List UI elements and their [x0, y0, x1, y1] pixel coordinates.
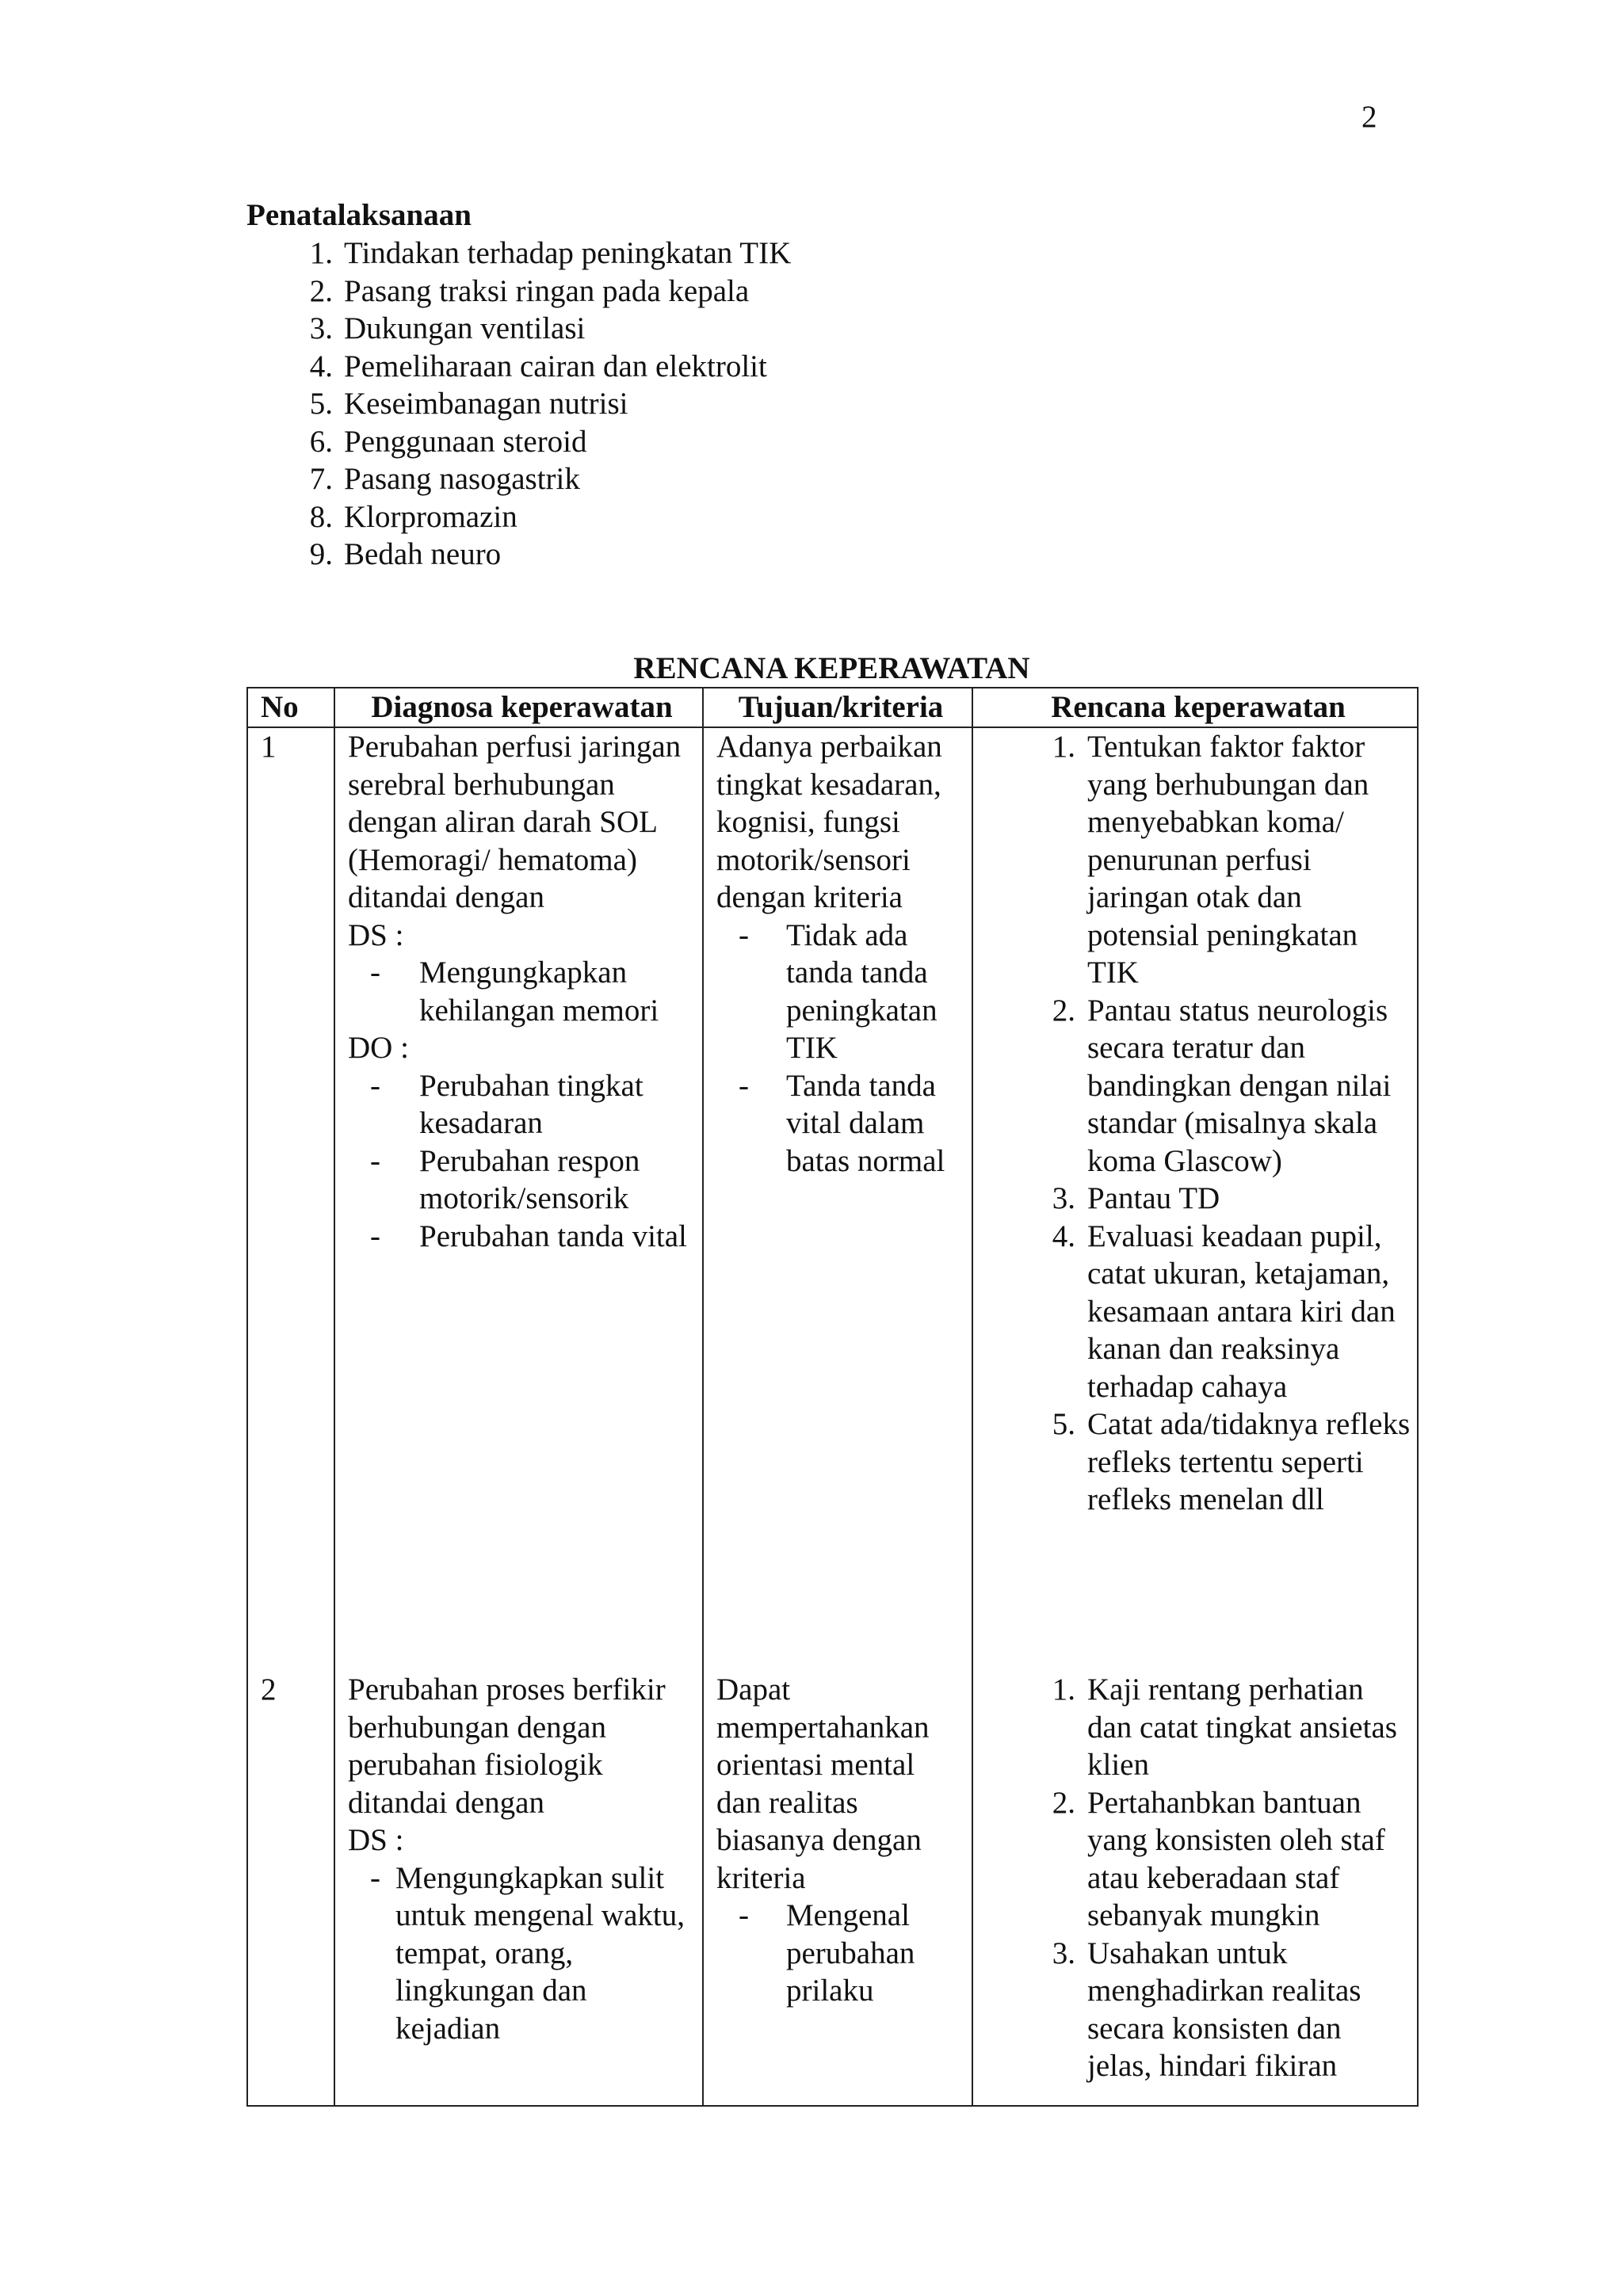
plan-cell: [972, 727, 1418, 1671]
ds-label: DS :: [348, 1823, 404, 1857]
list-item: 3. Dukungan ventilasi: [309, 311, 586, 345]
diagnosis-cell: [334, 1671, 703, 2106]
header-no: No: [247, 688, 334, 727]
table-row: [247, 1671, 1418, 2106]
goal-criteria-list: [716, 1897, 965, 2010]
diagnosis-intro: Perubahan perfusi jaringan serebral berhubungan dengan aliran darah SOL (Hemoragi/ hematoma) ditandai dengan: [348, 730, 682, 914]
list-item: - Perubahan respon motorik/sensorik: [370, 1143, 640, 1215]
list-item: 5. Catat ada/tidaknya refleks refleks tertentu seperti refleks menelan dll: [1052, 1407, 1411, 1516]
list-item: 6. Penggunaan steroid: [309, 424, 587, 459]
list-item: - Perubahan tanda vital: [370, 1219, 687, 1253]
section-title: Penatalaksanaan: [246, 198, 472, 232]
list-item: 1. Tindakan terhadap peningkatan TIK: [309, 236, 792, 270]
list-item: - Mengungkapkan sulit untuk mengenal waktu, tempat, orang, lingkungan dan kejadian: [370, 1860, 685, 2046]
list-item: - Tanda tanda vital dalam batas normal: [739, 1068, 945, 1178]
goal-criteria-list: [716, 917, 965, 1180]
plan-cell: [972, 1671, 1418, 2106]
list-item: 7. Pasang nasogastrik: [309, 462, 580, 496]
list-item: 1. Tentukan faktor faktor yang berhubungan dan menyebabkan koma/ penurunan perfusi jaringan otak dan potensial peningkatan TIK: [1052, 730, 1369, 990]
list-item: 9. Bedah neuro: [309, 537, 502, 571]
goal-intro: Adanya perbaikan tingkat kesadaran, kognisi, fungsi motorik/sensori dengan kriteria: [716, 730, 942, 914]
list-item: - Mengungkapkan kehilangan memori: [370, 955, 659, 1028]
list-item: - Perubahan tingkat kesadaran: [370, 1068, 643, 1140]
goal-intro: Dapat mempertahankan orientasi mental dan realitas biasanya dengan kriteria: [716, 1672, 930, 1895]
row-number: 1: [247, 727, 334, 1671]
list-item: 2. Pasang traksi ringan pada kepala: [309, 273, 750, 308]
diagnosis-cell: [334, 727, 703, 1671]
list-item: 3. Usahakan untuk menghadirkan realitas secara konsisten dan jelas, hindari fikiran: [1052, 1936, 1361, 2083]
diagnosis-intro: Perubahan proses berfikir berhubungan dengan perubahan fisiologik ditandai dengan: [348, 1672, 666, 1820]
list-item: 4. Evaluasi keadaan pupil, catat ukuran, ketajaman, kesamaan antara kiri dan kanan dan reaksinya terhadap cahaya: [1052, 1219, 1396, 1404]
header-plan: Rencana keperawatan: [972, 688, 1418, 727]
list-item: - Mengenal perubahan prilaku: [739, 1898, 915, 2008]
list-item: 8. Klorpromazin: [309, 499, 517, 534]
list-item: 2. Pertahanbkan bantuan yang konsisten oleh staf atau keberadaan staf sebanyak mungkin: [1052, 1785, 1385, 1932]
ds-list: [348, 954, 696, 1029]
list-item: 4. Pemeliharaan cairan dan elektrolit: [309, 349, 767, 383]
ds-list: [348, 1859, 696, 2048]
header-diagnosis: Diagnosa keperawatan: [334, 688, 703, 727]
list-item: 1. Kaji rentang perhatian dan catat tingkat ansietas klien: [1052, 1672, 1397, 1782]
page-number: 2: [1361, 100, 1377, 134]
header-goal: Tujuan/kriteria: [703, 688, 972, 727]
plan-title: RENCANA KEPERAWATAN: [633, 651, 1030, 685]
nursing-plan-table: [246, 687, 1419, 2107]
plan-list: [986, 1671, 1411, 2085]
goal-cell: [703, 1671, 972, 2106]
row-number: 2: [247, 1671, 334, 2106]
plan-list: [986, 728, 1411, 1519]
ds-label: DS :: [348, 917, 404, 952]
do-list: [348, 1067, 696, 1256]
list-item: - Tidak ada tanda tanda peningkatan TIK: [739, 917, 938, 1065]
list-item: 3. Pantau TD: [1052, 1181, 1220, 1215]
list-item: 2. Pantau status neurologis secara teratur dan bandingkan dengan nilai standar (misalnya skala koma Glascow): [1052, 993, 1392, 1178]
management-list: [246, 235, 791, 574]
do-label: DO :: [348, 1031, 409, 1065]
list-item: 5. Keseimbanagan nutrisi: [309, 387, 628, 421]
goal-cell: [703, 727, 972, 1671]
table-header-row: [247, 688, 1418, 727]
table-row: [247, 727, 1418, 1671]
